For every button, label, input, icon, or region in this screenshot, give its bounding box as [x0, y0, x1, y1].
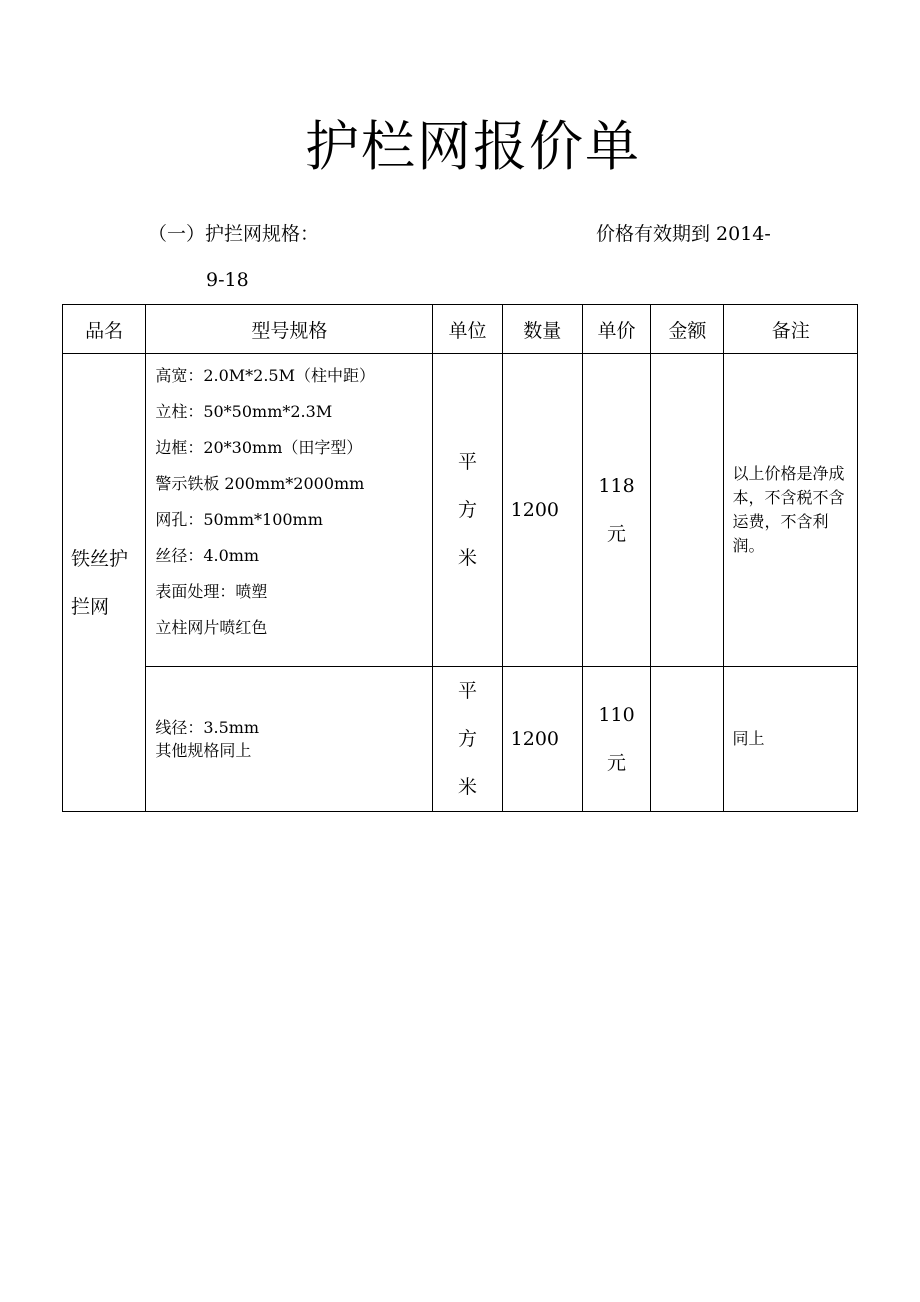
spec-line: 网孔：50mm*100mm	[155, 510, 323, 529]
unit-char: 米	[458, 776, 478, 798]
unit-char: 米	[458, 547, 478, 569]
product-name-line: 拦网	[71, 595, 110, 618]
unit-cell	[433, 667, 502, 812]
header-product-name: 品名	[63, 305, 146, 354]
header-unit: 单位	[433, 305, 502, 354]
validity-text-continued: 9-18	[206, 269, 249, 291]
quote-table	[62, 304, 858, 812]
unit-price-cell	[582, 354, 650, 667]
spec-line: 立柱网片喷红色	[155, 618, 268, 637]
spec-cell	[146, 354, 433, 667]
remarks-cell: 同上	[724, 667, 858, 812]
spec-line: 立柱：50*50mm*2.3M	[155, 402, 333, 421]
header-amount: 金额	[651, 305, 724, 354]
spec-cell	[146, 667, 433, 812]
spec-line: 边框：20*30mm（田字型）	[155, 438, 363, 457]
header-unit-price: 单价	[582, 305, 650, 354]
product-name-line: 铁丝护	[71, 547, 129, 570]
table-header-row	[63, 305, 858, 354]
header-quantity: 数量	[502, 305, 582, 354]
unit-char: 平	[458, 680, 478, 702]
price-value: 118	[598, 475, 635, 497]
product-name-cell	[63, 354, 146, 812]
spec-line: 高宽：2.0M*2.5M（柱中距）	[155, 366, 375, 385]
unit-char: 方	[458, 728, 478, 750]
spec-line: 丝径：4.0mm	[155, 546, 260, 565]
price-currency: 元	[607, 523, 627, 545]
spec-line: 警示铁板 200mm*2000mm	[155, 474, 365, 493]
quantity-cell: 1200	[502, 354, 582, 667]
unit-char: 方	[458, 499, 478, 521]
price-currency: 元	[607, 752, 627, 774]
document-title: 护栏网报价单	[305, 115, 641, 178]
unit-cell	[433, 354, 502, 667]
unit-price-cell	[582, 667, 650, 812]
table-row	[63, 354, 858, 667]
table-row	[63, 667, 858, 812]
unit-char: 平	[458, 451, 478, 473]
quantity-cell: 1200	[502, 667, 582, 812]
spec-line: 线径：3.5mm	[155, 718, 260, 737]
price-value: 110	[598, 704, 635, 726]
validity-text: 价格有效期到 2014-	[596, 223, 771, 245]
header-spec: 型号规格	[146, 305, 433, 354]
section-label: （一）护拦网规格：	[148, 223, 320, 245]
amount-cell	[651, 354, 724, 667]
amount-cell	[651, 667, 724, 812]
remarks-cell: 以上价格是净成本，不含税不含运费，不含利润。	[724, 354, 858, 667]
spec-line: 其他规格同上	[155, 741, 252, 760]
header-remarks: 备注	[724, 305, 858, 354]
spec-line: 表面处理：喷塑	[155, 582, 268, 601]
